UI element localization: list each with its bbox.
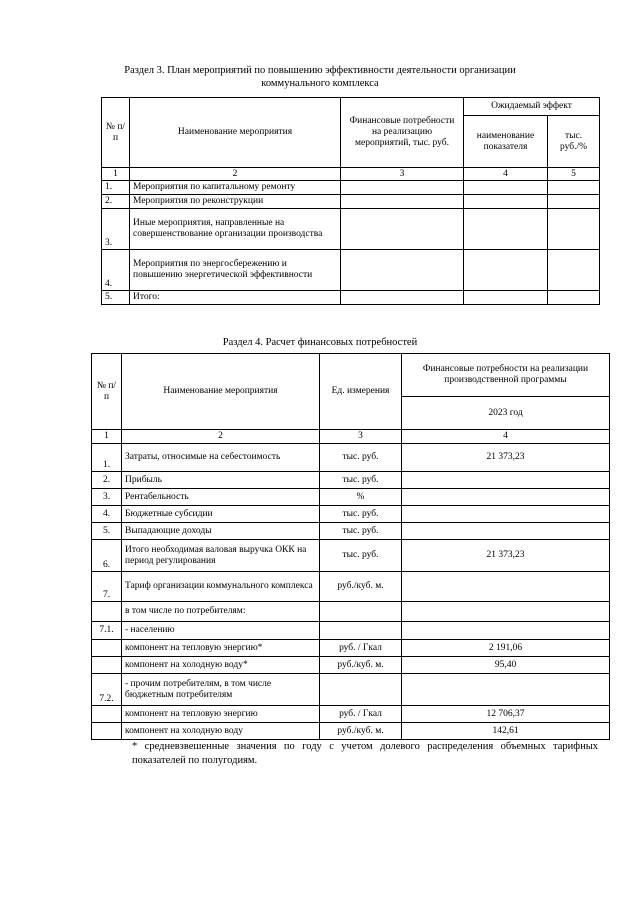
s3-header-unit: тыс. руб./% <box>548 116 600 168</box>
row-value: 21 373,23 <box>402 444 610 472</box>
footnote-text: * средневзвешенные значения по году с учетом долевого распределения объемных тарифных показателей по полугодиям. <box>132 741 598 766</box>
row-value: 142,61 <box>402 723 610 740</box>
row-value <box>402 602 610 622</box>
row-name: Итого необходимая валовая выручка ОКК на период регулирования <box>122 540 320 572</box>
s4-colnum-1: 1 <box>92 430 122 444</box>
table-row <box>102 250 600 291</box>
row-num: 2. <box>92 472 122 489</box>
section4-table <box>91 353 610 740</box>
row-num <box>92 723 122 740</box>
table-row <box>102 209 600 250</box>
s4-header-financial: Финансовые потребности на реализации производственной программы <box>402 354 610 397</box>
row-name: компонент на холодную воду <box>122 723 320 740</box>
table-row <box>102 291 600 305</box>
row-name: Мероприятия по реконструкции <box>130 195 341 209</box>
row-unit: тыс. руб. <box>320 523 402 540</box>
s4-header-unit: Ед. измерения <box>320 354 402 430</box>
row-unit <box>320 622 402 640</box>
section3-table <box>101 97 600 305</box>
row-unit: тыс. руб. <box>320 506 402 523</box>
row-num <box>92 657 122 674</box>
row-num: 5. <box>92 523 122 540</box>
s4-colnum-3: 3 <box>320 430 402 444</box>
table-row <box>92 540 610 572</box>
s4-header-num: № п/п <box>92 354 122 430</box>
section3-title <box>0 64 640 90</box>
table-row <box>92 444 610 472</box>
row-value <box>402 506 610 523</box>
row-value: 21 373,23 <box>402 540 610 572</box>
row-name: компонент на холодную воду* <box>122 657 320 674</box>
row-name: компонент на тепловую энергию <box>122 706 320 723</box>
s3-colnum-3: 3 <box>341 168 464 181</box>
table-row <box>92 489 610 506</box>
row-name: Мероприятия по капитальному ремонту <box>130 181 341 195</box>
row-name: - населению <box>122 622 320 640</box>
row-value <box>402 472 610 489</box>
s3-header-name: Наименование мероприятия <box>130 98 341 168</box>
row-value <box>402 572 610 602</box>
s3-header-expected: Ожидаемый эффект <box>464 98 600 116</box>
row-unit: тыс. руб. <box>320 540 402 572</box>
row-name: Прибыль <box>122 472 320 489</box>
row-unit: тыс. руб. <box>320 444 402 472</box>
row-name: Рентабельность <box>122 489 320 506</box>
table-row <box>92 622 610 640</box>
row-num: 4. <box>92 506 122 523</box>
row-unit: руб./куб. м. <box>320 572 402 602</box>
s3-header-indicator: наименование показателя <box>464 116 548 168</box>
row-name: Иные мероприятия, направленные на совершенствование организации производства <box>130 209 341 250</box>
section3-title-line2: коммунального комплекса <box>261 78 379 89</box>
s3-colnum-4: 4 <box>464 168 548 181</box>
row-unit: тыс. руб. <box>320 472 402 489</box>
table-row <box>92 506 610 523</box>
row-num <box>92 602 122 622</box>
section4-title: Раздел 4. Расчет финансовых потребностей <box>222 337 418 348</box>
row-unit <box>320 602 402 622</box>
row-num: 7.1. <box>92 622 122 640</box>
s4-header-name: Наименование мероприятия <box>122 354 320 430</box>
row-unit: руб. / Гкал <box>320 640 402 657</box>
table-row <box>92 674 610 706</box>
row-num: 5. <box>102 291 130 305</box>
row-num: 6. <box>92 540 122 572</box>
section3-title-line1: Раздел 3. План мероприятий по повышению эффективности деятельности организации <box>124 65 516 76</box>
s3-colnum-5: 5 <box>548 168 600 181</box>
row-name: Тариф организации коммунального комплекса <box>122 572 320 602</box>
table-row <box>92 523 610 540</box>
row-name: Затраты, относимые на себестоимость <box>122 444 320 472</box>
table-row <box>102 181 600 195</box>
row-unit <box>320 674 402 706</box>
s3-colnum-1: 1 <box>102 168 130 181</box>
table-row <box>92 602 610 622</box>
row-num: 7. <box>92 572 122 602</box>
table-row <box>92 657 610 674</box>
row-unit: руб./куб. м. <box>320 657 402 674</box>
s4-header-year: 2023 год <box>402 397 610 430</box>
row-unit: руб. / Гкал <box>320 706 402 723</box>
row-value: 95,40 <box>402 657 610 674</box>
row-num <box>92 706 122 723</box>
table-row <box>92 572 610 602</box>
s3-colnum-2: 2 <box>130 168 341 181</box>
row-num: 3. <box>102 209 130 250</box>
table-row <box>102 195 600 209</box>
s3-header-financial: Финансовые потребности на реализацию мероприятий, тыс. руб. <box>341 98 464 168</box>
row-name: Мероприятия по энергосбережению и повышению энергетической эффективности <box>130 250 341 291</box>
s4-colnum-4: 4 <box>402 430 610 444</box>
row-value: 2 191,06 <box>402 640 610 657</box>
row-num: 1. <box>92 444 122 472</box>
row-unit: руб./куб. м. <box>320 723 402 740</box>
footnote <box>100 740 598 768</box>
row-num <box>92 640 122 657</box>
row-name: Выпадающие доходы <box>122 523 320 540</box>
row-num: 3. <box>92 489 122 506</box>
row-name: Итого: <box>130 291 341 305</box>
table-row <box>92 472 610 489</box>
row-value <box>402 622 610 640</box>
row-name: компонент на тепловую энергию* <box>122 640 320 657</box>
table-row <box>92 706 610 723</box>
row-value <box>402 523 610 540</box>
row-unit: % <box>320 489 402 506</box>
row-name: в том числе по потребителям: <box>122 602 320 622</box>
table-row <box>92 723 610 740</box>
row-name: Бюджетные субсидии <box>122 506 320 523</box>
s4-colnum-2: 2 <box>122 430 320 444</box>
row-name: - прочим потребителям, в том числе бюджетным потребителям <box>122 674 320 706</box>
s3-header-num: № п/п <box>102 98 130 168</box>
row-value: 12 706,37 <box>402 706 610 723</box>
row-num: 2. <box>102 195 130 209</box>
table-row <box>92 640 610 657</box>
row-num: 1. <box>102 181 130 195</box>
row-value <box>402 674 610 706</box>
row-num: 4. <box>102 250 130 291</box>
row-value <box>402 489 610 506</box>
row-num: 7.2. <box>92 674 122 706</box>
